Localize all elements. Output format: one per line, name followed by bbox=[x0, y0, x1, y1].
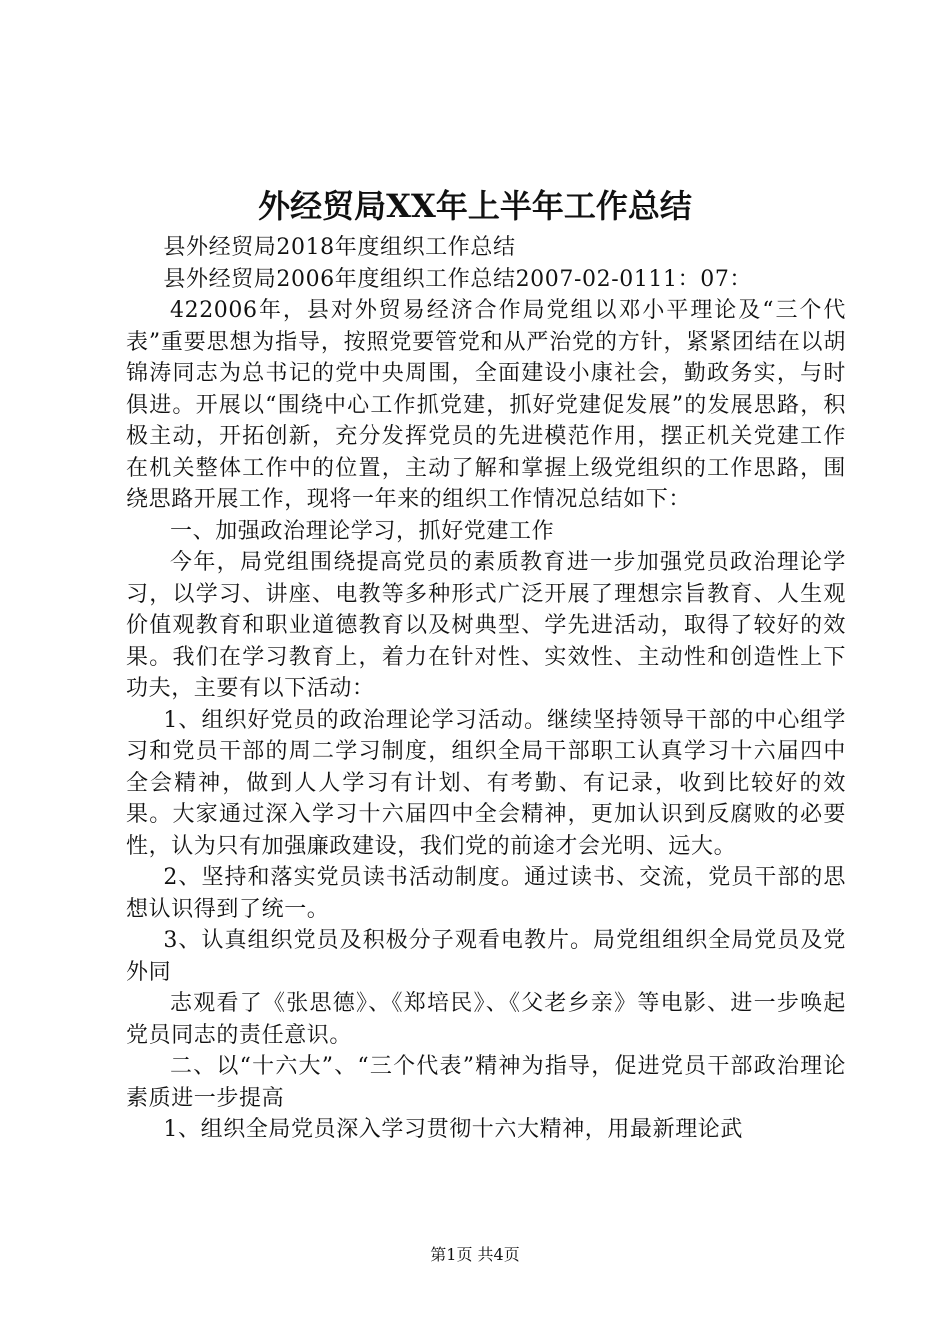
list-item-2: 2、坚持和落实党员读书活动制度。通过读书、交流，党员干部的思想认识得到了统一。 bbox=[126, 865, 846, 922]
paragraph-subtitle-2006: 县外经贸局2006年度组织工作总结2007-02-0111：07： bbox=[163, 266, 753, 292]
section-heading-2: 二、以“十六大”、“三个代表”精神为指导，促进党员干部政治理论素质进一步提高 bbox=[126, 1054, 846, 1111]
section-heading-1: 一、加强政治理论学习，抓好党建工作 bbox=[170, 518, 555, 544]
list-item-1: 1、组织好党员的政治理论学习活动。继续坚持领导干部的中心组学习和党员干部的周二学习制度，组织全局干部职工认真学习十六届四中全会精神，做到人人学习有计划、有考勤、有记录，收到比较好的效果。大家通过深入学习十六届四中全会精神，更加认识到反腐败的必要性，认为只有加强廉政建设，我们党的前途才会光明、远大。 bbox=[126, 707, 846, 859]
paragraph-continuation: 志观看了《张思德》、《郑培民》、《父老乡亲》等电影、进一步唤起党员同志的责任意识。 bbox=[126, 991, 846, 1048]
list-item-3: 3、认真组织党员及积极分子观看电教片。局党组组织全局党员及党外同 bbox=[126, 928, 846, 985]
document-title: 外经贸局XX年上半年工作总结 bbox=[258, 187, 692, 225]
paragraph-intro: 422006年，县对外贸易经济合作局党组以邓小平理论及“三个代表”重要思想为指导，按照党要管党和从严治党的方针，紧紧团结在以胡锦涛同志为总书记的党中央周围，全面建设小康社会，勤政务实，与时俱进。开展以“围绕中心工作抓党建，抓好党建促发展”的发展思路，积极主动，开拓创新，充分发挥党员的先进模范作用，摆正机关党建工作在机关整体工作中的位置，主动了解和掌握上级党组织的工作思路，围绕思路开展工作，现将一年来的组织工作情况总结如下： bbox=[126, 298, 846, 512]
paragraph-study-overview: 今年，局党组围绕提高党员的素质教育进一步加强党员政治理论学习，以学习、讲座、电教等多种形式广泛开展了理想宗旨教育、人生观价值观教育和职业道德教育以及树典型、学先进活动，取得了较好的效果。我们在学习教育上，着力在针对性、实效性、主动性和创造性上下功夫，主要有以下活动： bbox=[126, 550, 846, 701]
paragraph-subtitle-2018: 县外经贸局2018年度组织工作总结 bbox=[163, 235, 516, 260]
document-body bbox=[126, 232, 846, 1146]
page-number-footer: 第1页 共4页 bbox=[430, 1245, 520, 1264]
list-item-section2-1: 1、组织全局党员深入学习贯彻十六大精神，用最新理论武 bbox=[163, 1117, 743, 1142]
